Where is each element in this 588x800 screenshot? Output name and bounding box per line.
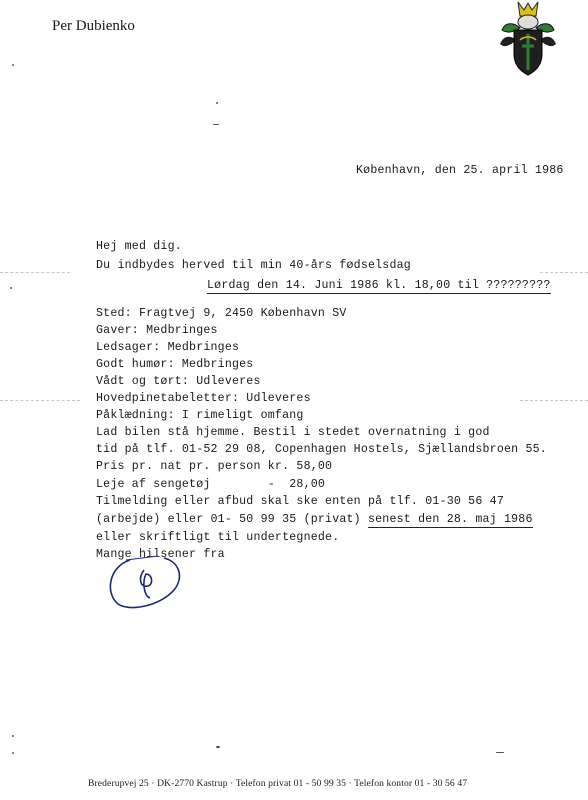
fold-mark bbox=[0, 400, 80, 401]
body-line-rsvp: Tilmelding eller afbud skal ske enten på tlf. 01-30 56 47 bbox=[96, 495, 504, 508]
phone-text: (arbejde) eller 01- 50 99 35 (privat) bbox=[96, 513, 368, 526]
body-line-bedding: Leje af sengetøj - 28,00 bbox=[96, 478, 326, 491]
speck bbox=[496, 752, 504, 753]
fold-mark bbox=[0, 272, 70, 273]
fold-mark bbox=[540, 272, 588, 273]
fold-mark bbox=[520, 400, 588, 401]
coat-of-arms-icon bbox=[496, 0, 560, 80]
speck bbox=[10, 287, 12, 289]
body-line-headache-pills: Hovedpinetabeletter: Udleveres bbox=[96, 392, 311, 405]
greeting: Hej med dig. bbox=[96, 240, 182, 253]
date-line: København, den 25. april 1986 bbox=[356, 164, 564, 177]
rsvp-deadline: senest den 28. maj 1986 bbox=[367, 513, 533, 526]
speck bbox=[213, 124, 219, 125]
body-line-phone bbox=[96, 513, 533, 526]
speck bbox=[12, 735, 14, 737]
sender-name: Per Dubienko bbox=[52, 18, 135, 34]
speck bbox=[12, 64, 14, 66]
speck bbox=[216, 102, 218, 104]
invite-text: Du indbydes herved til min 40-års fødselsdag bbox=[96, 259, 411, 272]
speck bbox=[216, 746, 220, 748]
signature-icon bbox=[100, 552, 190, 614]
body-line-price: Pris pr. nat pr. person kr. 58,00 bbox=[96, 460, 333, 473]
body-line-dress: Påklædning: I rimeligt omfang bbox=[96, 409, 304, 422]
body-line-hostel: tid på tlf. 01-52 29 08, Copenhagen Hostels, Sjællandsbroen 55. bbox=[96, 443, 547, 456]
speck bbox=[12, 752, 14, 754]
body-line-gifts: Gaver: Medbringes bbox=[96, 324, 218, 337]
body-line-car: Lad bilen stå hjemme. Bestil i stedet overnatning i god bbox=[96, 426, 490, 439]
footer-address: Brederupvej 25 · DK-2770 Kastrup · Telefon privat 01 - 50 99 35 · Telefon kontor 01 - 30 56 47 bbox=[88, 778, 468, 789]
body-line-written: eller skriftligt til undertegnede. bbox=[96, 531, 340, 544]
body-line-good-mood: Godt humør: Medbringes bbox=[96, 358, 254, 371]
event-datetime: Lørdag den 14. Juni 1986 kl. 18,00 til ????????? bbox=[207, 279, 551, 292]
body-line-companion: Ledsager: Medbringes bbox=[96, 341, 240, 354]
body-line-drinks: Vådt og tørt: Udleveres bbox=[96, 375, 261, 388]
closing-line: Mange hilsener fra bbox=[96, 548, 225, 561]
body-line-place: Sted: Fragtvej 9, 2450 København SV bbox=[96, 307, 347, 320]
